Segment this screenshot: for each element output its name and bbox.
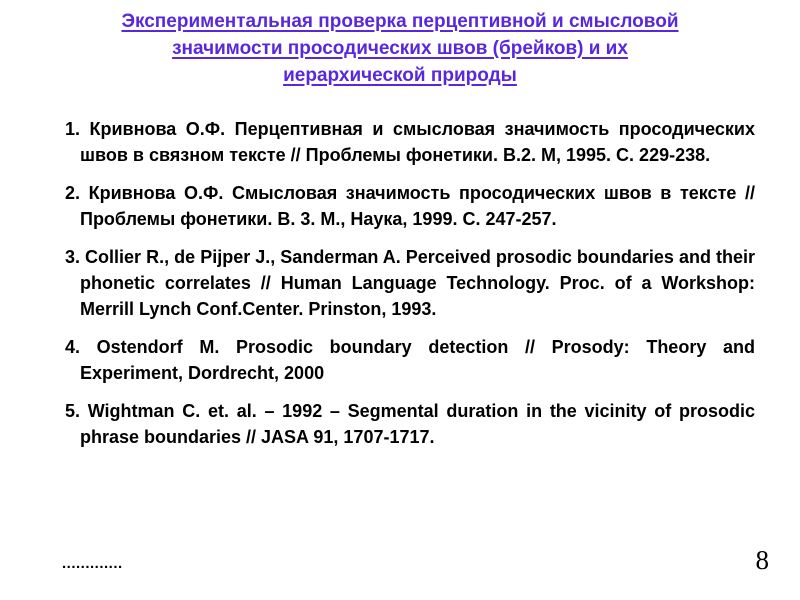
reference-item-4: 4. Ostendorf M. Prosodic boundary detection // Prosody: Theory and Experiment, Dordrecht, 2000: [65, 337, 755, 383]
reference-list: [65, 116, 755, 450]
reference-item-2: 2. Кривнова О.Ф. Смысловая значимость просодических швов в тексте // Проблемы фонетики. В. 3. М., Наука, 1999. С. 247-257.: [65, 183, 755, 229]
slide-title-line-1: Экспериментальная проверка перцептивной и смысловой: [121, 11, 679, 32]
footer-dots: .............: [62, 555, 123, 572]
reference-item-1: 1. Кривнова О.Ф. Перцептивная и смысловая значимость просодических швов в связном тексте // Проблемы фонетики. В.2. М, 1995. С. 229-238.: [65, 119, 755, 165]
reference-item-3: 3. Collier R., de Pijper J., Sanderman A. Perceived prosodic boundaries and their phonetic correlates // Human Language Technology. Proc. of a Workshop: Merrill Lynch Conf.Center. Prinston, 1993.: [65, 247, 755, 319]
reference-item-5: 5. Wightman C. et. al. – 1992 – Segmental duration in the vicinity of prosodic phrase boundaries // JASA 91, 1707-1717.: [65, 401, 755, 447]
slide-title-line-2: значимости просодических швов (брейков) и их: [172, 38, 628, 59]
slide-title-line-3: иерархической природы: [283, 65, 517, 86]
slide-title: [58, 8, 742, 89]
page-number: 8: [755, 545, 769, 575]
